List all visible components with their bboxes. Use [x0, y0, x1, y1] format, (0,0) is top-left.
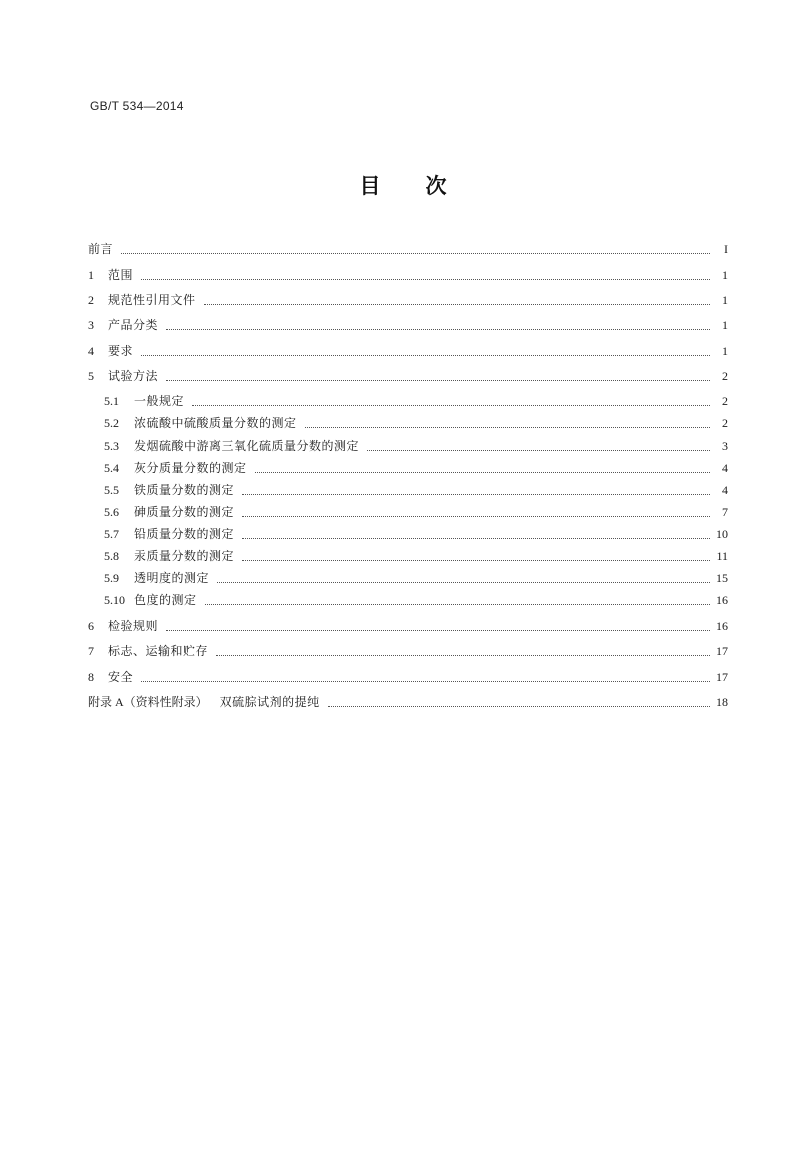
toc-entry-number: 5.3	[104, 439, 119, 453]
toc-entry-title: 前言	[88, 242, 114, 256]
toc-entry[interactable]	[88, 667, 728, 687]
toc-leader-dots	[328, 692, 710, 707]
toc-entry-page: 17	[716, 644, 728, 658]
toc-entry-page: 1	[722, 318, 728, 332]
toc-entry-page: 1	[722, 268, 728, 282]
toc-entry-page: 15	[716, 571, 728, 585]
toc-entry-page: 1	[722, 293, 728, 307]
toc-entry-title: 汞质量分数的测定	[134, 549, 235, 563]
toc-entry-title: 发烟硫酸中游离三氧化硫质量分数的测定	[134, 439, 360, 453]
toc-entry-page: 16	[716, 619, 728, 633]
toc-leader-dots	[242, 524, 710, 539]
toc-leader-dots	[216, 641, 710, 656]
toc-entry-title: 铅质量分数的测定	[134, 527, 235, 541]
toc-entry-title: 灰分质量分数的测定	[134, 461, 247, 475]
toc-leader-dots	[204, 290, 710, 305]
toc-leader-dots	[166, 616, 710, 631]
toc-entry-page: 1	[722, 344, 728, 358]
toc-entry-number: 5.8	[104, 549, 119, 563]
toc-entry-number: 5.9	[104, 571, 119, 585]
toc-entry[interactable]	[88, 265, 728, 285]
toc-leader-dots	[121, 239, 710, 254]
toc-entry-page: 2	[722, 369, 728, 383]
toc-entry-number: 5.10	[104, 593, 125, 607]
toc-leader-dots	[205, 590, 710, 605]
toc-entry-page: 17	[716, 670, 728, 684]
toc-entry[interactable]	[104, 502, 728, 522]
toc-entry-number: 1	[88, 268, 94, 282]
toc-entry-title: 产品分类	[108, 318, 159, 332]
toc-entry-number: 5.6	[104, 505, 119, 519]
toc-entry-number: 5.7	[104, 527, 119, 541]
toc-entry[interactable]	[104, 524, 728, 544]
toc-entry-title: 试验方法	[108, 369, 159, 383]
toc-entry-title: 色度的测定	[134, 593, 197, 607]
toc-leader-dots	[242, 502, 710, 517]
toc-entry-title: 安全	[108, 670, 134, 684]
toc-entry-number: 5.4	[104, 461, 119, 475]
toc-entry[interactable]	[104, 413, 728, 433]
toc-entry-title: 范围	[108, 268, 134, 282]
toc-entry-page: 18	[716, 695, 728, 709]
toc-leader-dots	[217, 568, 710, 583]
toc-entry-number: 5.1	[104, 394, 119, 408]
toc-entry-title: 浓硫酸中硫酸质量分数的测定	[134, 416, 297, 430]
toc-entry[interactable]	[88, 341, 728, 361]
toc-entry[interactable]	[104, 391, 728, 411]
toc-leader-dots	[367, 436, 710, 451]
toc-entry-page: 11	[716, 549, 728, 563]
toc-entry-page: 10	[716, 527, 728, 541]
toc-leader-dots	[141, 667, 710, 682]
toc-leader-dots	[242, 480, 710, 495]
toc-entry[interactable]	[88, 315, 728, 335]
toc-entry-number: 5	[88, 369, 94, 383]
toc-leader-dots	[141, 265, 710, 280]
toc-entry-title: 一般规定	[134, 394, 185, 408]
toc-entry-number: 2	[88, 293, 94, 307]
toc-entry[interactable]	[88, 641, 728, 661]
toc-entry-title: 透明度的测定	[134, 571, 210, 585]
page-title: 目 次	[359, 173, 448, 198]
toc-entry-number: 4	[88, 344, 94, 358]
toc-leader-dots	[166, 315, 710, 330]
toc-entry[interactable]	[104, 568, 728, 588]
toc-entry-page: 4	[722, 461, 728, 475]
toc-leader-dots	[192, 391, 710, 406]
toc-entry-number: 7	[88, 644, 94, 658]
toc-entry-page: 2	[722, 416, 728, 430]
toc-entry-title: 双硫腙试剂的提纯	[219, 695, 320, 709]
toc-entry-page: 2	[722, 394, 728, 408]
toc-leader-dots	[305, 413, 710, 428]
toc-entry-page: I	[724, 242, 728, 256]
toc-entry[interactable]	[88, 692, 728, 712]
toc-entry[interactable]	[104, 546, 728, 566]
toc-entry-title: 砷质量分数的测定	[134, 505, 235, 519]
toc-entry[interactable]	[104, 590, 728, 610]
toc-entry-number: 5.2	[104, 416, 119, 430]
toc-entry-title: 要求	[108, 344, 134, 358]
toc-entry-title: 检验规则	[108, 619, 159, 633]
toc-entry-page: 4	[722, 483, 728, 497]
toc-entry-page: 16	[716, 593, 728, 607]
toc-leader-dots	[242, 546, 710, 561]
toc-entry-title: 标志、运输和贮存	[108, 644, 209, 658]
standard-code: GB/T 534—2014	[90, 99, 184, 113]
toc-entry-title: 铁质量分数的测定	[134, 483, 235, 497]
toc-leader-dots	[141, 341, 710, 356]
toc-entry-number: 5.5	[104, 483, 119, 497]
toc-entry-number: 附录 A（资料性附录）	[88, 695, 208, 709]
toc-entry-title: 规范性引用文件	[108, 293, 196, 307]
toc-entry[interactable]	[104, 436, 728, 456]
toc-entry-number: 8	[88, 670, 94, 684]
toc-entry[interactable]	[88, 616, 728, 636]
toc-entry-number: 3	[88, 318, 94, 332]
toc-entry-page: 7	[722, 505, 728, 519]
toc-entry[interactable]	[104, 458, 728, 478]
toc-leader-dots	[255, 458, 710, 473]
toc-entry-number: 6	[88, 619, 94, 633]
toc-leader-dots	[166, 366, 710, 381]
toc-entry-page: 3	[722, 439, 728, 453]
toc-entry[interactable]	[104, 480, 728, 500]
toc-entry[interactable]	[88, 239, 728, 259]
toc-entry[interactable]	[88, 366, 728, 386]
toc-entry[interactable]	[88, 290, 728, 310]
